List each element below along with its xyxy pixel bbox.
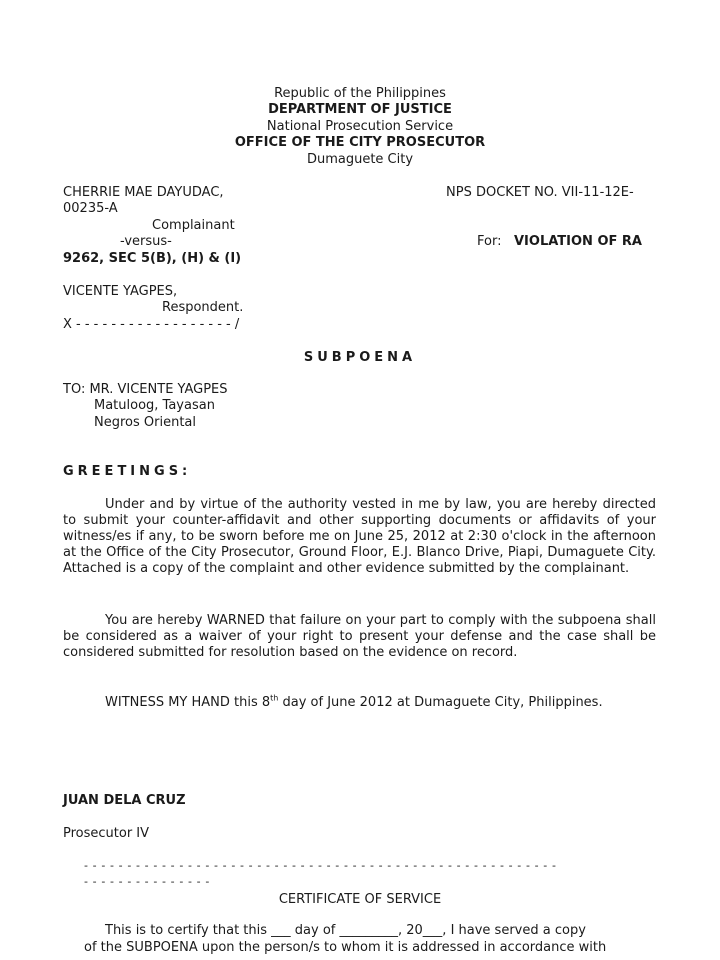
certificate-line-2: of the SUBPOENA upon the person/s to whom it is addressed in accordance with <box>84 940 607 955</box>
body-paragraph-1-text: Under and by virtue of the authority vested in me by law, you are hereby directed to submit your counter-affidavit and other supporting documents or affidavits of your witness/es if any, to be sworn before me on June 25, 2012 at 2:30 o'clock in the afternoon at the Office of the City Prosecutor, Ground Floor, E.J. Blanco Drive, Piapi, Dumaguete City. Attached is a copy of the complaint and other evidence submitted by the complainant. <box>63 497 656 576</box>
caption-closing-line: X - - - - - - - - - - - - - - - - - - / <box>63 317 240 332</box>
separator-line-2: - - - - - - - - - - - - - - - <box>84 875 210 888</box>
signatory-title: Prosecutor IV <box>63 826 150 841</box>
respondent-role: Respondent. <box>162 300 244 315</box>
for-label: For: <box>477 234 502 249</box>
separator-line-1: - - - - - - - - - - - - - - - - - - - - - - - - - - - - - - - - - - - - - - - - - - - - - - - - - - - - - - - <box>84 859 557 872</box>
certificate-line-1: This is to certify that this ___ day of _________, 20___, I have served a copy <box>105 923 586 938</box>
header-city: Dumaguete City <box>306 152 414 167</box>
docket-number: NPS DOCKET NO. VII-11-12E- <box>446 185 634 200</box>
addressee-address-line1: Matuloog, Tayasan <box>94 398 215 413</box>
greetings-heading: GREETINGS: <box>63 464 192 479</box>
document-title: SUBPOENA <box>303 350 417 365</box>
witness-ordinal-suffix: th <box>270 693 279 703</box>
header-office: OFFICE OF THE CITY PROSECUTOR <box>234 135 486 150</box>
violation-label: VIOLATION OF RA <box>514 234 642 249</box>
body-paragraph-2 <box>63 613 656 661</box>
body-paragraph-2-text: You are hereby WARNED that failure on your part to comply with the subpoena shall be considered as a waiver of your right to present your defense and the case shall be considered submitted for resolution based on the evidence on record. <box>63 613 656 660</box>
violation-label-continued: 9262, SEC 5(B), (H) & (I) <box>63 251 242 266</box>
header-department: DEPARTMENT OF JUSTICE <box>268 102 452 117</box>
signatory-name: JUAN DELA CRUZ <box>63 793 186 808</box>
respondent-name: VICENTE YAGPES, <box>63 284 178 299</box>
certificate-title: CERTIFICATE OF SERVICE <box>278 892 442 907</box>
header-republic: Republic of the Philippines <box>274 86 446 101</box>
complainant-role: Complainant <box>152 218 235 233</box>
addressee-address-line2: Negros Oriental <box>94 415 196 430</box>
versus-label: -versus- <box>120 234 172 249</box>
docket-number-continued: 00235-A <box>63 201 118 216</box>
witness-paragraph <box>63 695 656 711</box>
header-service: National Prosecution Service <box>266 119 454 134</box>
complainant-name: CHERRIE MAE DAYUDAC, <box>63 185 224 200</box>
witness-text-end: day of June 2012 at Dumaguete City, Philippines. <box>278 695 603 710</box>
body-paragraph-1 <box>63 497 656 577</box>
witness-text-start: WITNESS MY HAND this 8 <box>105 695 271 710</box>
addressee-name: TO: MR. VICENTE YAGPES <box>63 382 228 397</box>
